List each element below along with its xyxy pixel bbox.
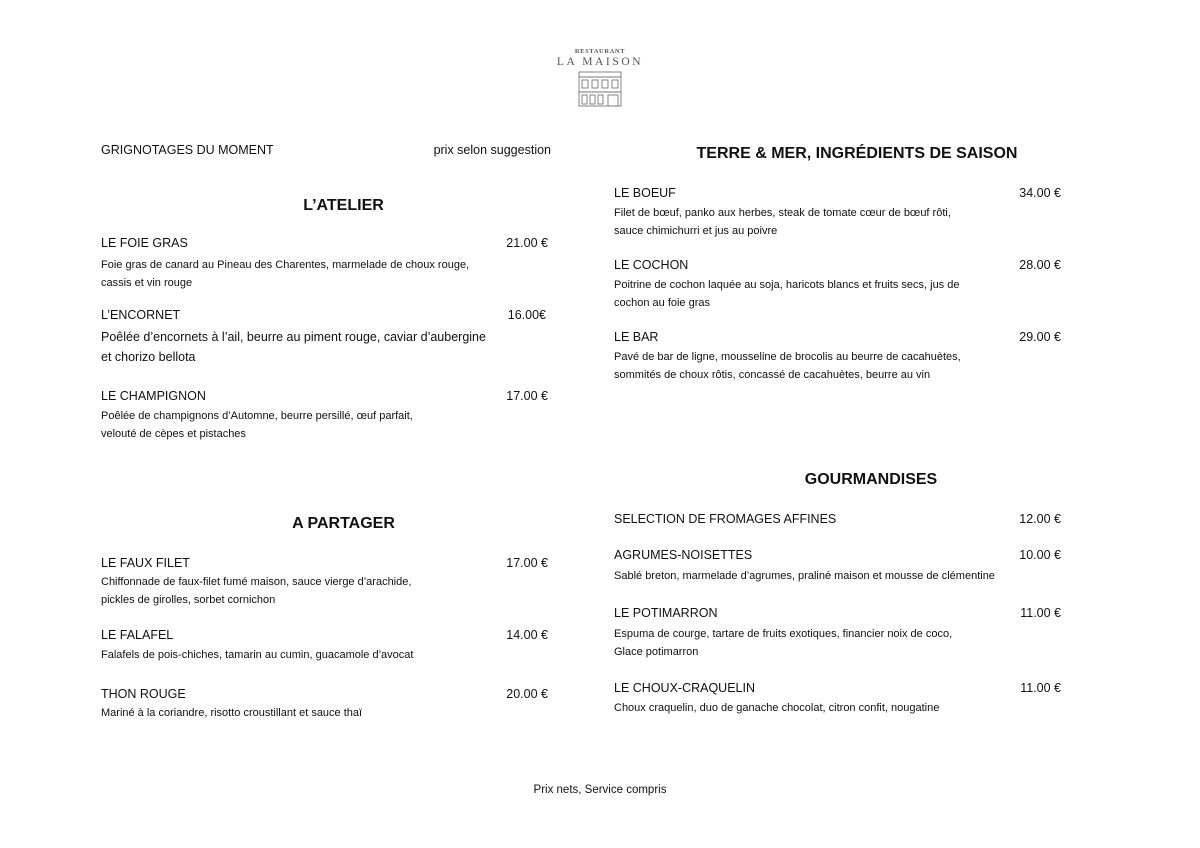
item-desc-thon-rouge: Mariné à la coriandre, risotto croustillant et sauce thaï bbox=[101, 707, 363, 719]
item-price-foie-gras: 21.00 € bbox=[506, 236, 548, 250]
item-name-agrumes-noisettes: AGRUMES-NOISETTES bbox=[614, 548, 753, 562]
item-price-bar: 29.00 € bbox=[1019, 330, 1061, 344]
restaurant-logo bbox=[555, 48, 645, 108]
item-desc-foie-gras: Foie gras de canard au Pineau des Charentes, marmelade de choux rouge, cassis et vin rouge bbox=[101, 259, 470, 289]
item-price-agrumes-noisettes: 10.00 € bbox=[1019, 548, 1061, 562]
item-desc-potimarron: Espuma de courge, tartare de fruits exotiques, financier noix de coco, Glace potimarron bbox=[614, 628, 953, 658]
item-name-foie-gras: LE FOIE GRAS bbox=[101, 236, 188, 250]
item-price-champignon: 17.00 € bbox=[506, 389, 548, 403]
item-price-encornet: 16.00€ bbox=[507, 308, 546, 322]
item-desc-encornet: Poêlée d’encornets à l’ail, beurre au piment rouge, caviar d’aubergine et chorizo bellota bbox=[101, 330, 486, 364]
item-name-faux-filet: LE FAUX FILET bbox=[101, 556, 190, 570]
item-name-potimarron: LE POTIMARRON bbox=[614, 606, 718, 620]
item-price-thon-rouge: 20.00 € bbox=[506, 687, 548, 701]
item-name-fromages: SELECTION DE FROMAGES AFFINES bbox=[614, 512, 837, 526]
item-name-encornet: L’ENCORNET bbox=[101, 308, 181, 322]
section-title-terre-mer: TERRE & MER, INGRÉDIENTS DE SAISON bbox=[696, 145, 1018, 162]
item-name-champignon: LE CHAMPIGNON bbox=[101, 389, 206, 403]
item-price-falafel: 14.00 € bbox=[506, 628, 548, 642]
item-price-cochon: 28.00 € bbox=[1019, 258, 1061, 272]
item-price-fromages: 12.00 € bbox=[1019, 512, 1061, 526]
item-price-choux-craquelin: 11.00 € bbox=[1020, 681, 1061, 695]
item-desc-choux-craquelin: Choux craquelin, duo de ganache chocolat, citron confit, nougatine bbox=[614, 702, 940, 714]
item-name-boeuf: LE BOEUF bbox=[614, 186, 676, 200]
building-icon bbox=[577, 70, 623, 108]
section-title-atelier: L’ATELIER bbox=[303, 197, 384, 214]
section-title-partager: A PARTAGER bbox=[292, 515, 395, 532]
item-desc-bar: Pavé de bar de ligne, mousseline de brocolis au beurre de cacahuètes, sommités de choux rôtis, concassé de cacahuètes, beurre au vin bbox=[614, 351, 961, 381]
item-name-thon-rouge: THON ROUGE bbox=[101, 687, 186, 701]
logo-name: LA MAISON bbox=[556, 56, 644, 68]
logo-top-text: RESTAURANT bbox=[574, 48, 626, 55]
item-price-potimarron: 11.00 € bbox=[1020, 606, 1061, 620]
item-desc-falafel: Falafels de pois-chiches, tamarin au cumin, guacamole d’avocat bbox=[101, 649, 414, 661]
grignotages-label: GRIGNOTAGES DU MOMENT bbox=[101, 143, 274, 157]
item-desc-boeuf: Filet de bœuf, panko aux herbes, steak de tomate cœur de bœuf rôti, sauce chimichurri et jus au poivre bbox=[614, 207, 951, 237]
item-name-bar: LE BAR bbox=[614, 330, 659, 344]
item-name-choux-craquelin: LE CHOUX-CRAQUELIN bbox=[614, 681, 755, 695]
item-name-cochon: LE COCHON bbox=[614, 258, 689, 272]
section-title-gourmandises: GOURMANDISES bbox=[804, 471, 938, 488]
grignotages-note: prix selon suggestion bbox=[433, 143, 551, 157]
item-desc-cochon: Poitrine de cochon laquée au soja, haricots blancs et fruits secs, jus de cochon au foie gras bbox=[614, 279, 960, 309]
item-name-falafel: LE FALAFEL bbox=[101, 628, 174, 642]
item-desc-agrumes-noisettes: Sablé breton, marmelade d’agrumes, praliné maison et mousse de clémentine bbox=[614, 570, 995, 582]
item-price-boeuf: 34.00 € bbox=[1019, 186, 1061, 200]
item-desc-faux-filet: Chiffonnade de faux-filet fumé maison, sauce vierge d’arachide, pickles de girolles, sorbet cornichon bbox=[101, 576, 412, 606]
item-price-faux-filet: 17.00 € bbox=[506, 556, 548, 570]
item-desc-champignon: Poêlée de champignons d’Automne, beurre persillé, œuf parfait, velouté de cèpes et pistaches bbox=[101, 410, 413, 440]
footer-note: Prix nets, Service compris bbox=[533, 784, 667, 796]
